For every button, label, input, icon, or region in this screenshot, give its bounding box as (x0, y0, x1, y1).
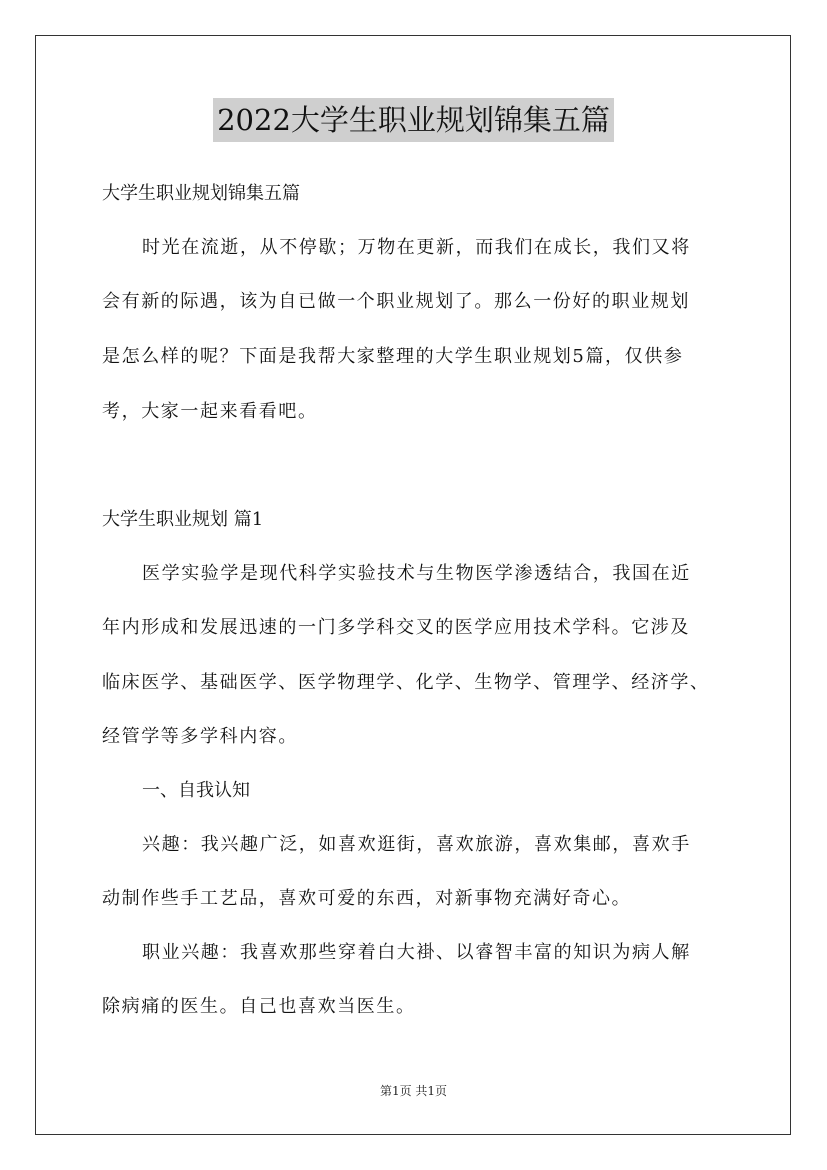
page-footer: 第1页 共1页 (379, 1084, 448, 1098)
section-heading: 大学生职业规划 篇1 (102, 509, 264, 530)
section-paragraph-line-2: 年内形成和发展迅速的一门多学科交叉的医学应用技术学科。它涉及 (102, 617, 690, 638)
self-awareness-heading: 一、自我认知 (142, 780, 250, 801)
section-paragraph-line-1: 医学实验学是现代科学实验技术与生物医学渗透结合，我国在近 (142, 563, 691, 584)
interest-line-1: 兴趣：我兴趣广泛，如喜欢逛街，喜欢旅游，喜欢集邮，喜欢手 (142, 834, 691, 855)
intro-line-3: 是怎么样的呢？下面是我帮大家整理的大学生职业规划5篇，仅供参 (102, 346, 684, 367)
intro-line-1: 时光在流逝，从不停歇；万物在更新，而我们在成长，我们又将 (142, 237, 691, 258)
document-title (0, 98, 827, 146)
career-interest-line-1: 职业兴趣：我喜欢那些穿着白大褂、以睿智丰富的知识为病人解 (142, 942, 691, 963)
intro-line-2: 会有新的际遇，该为自已做一个职业规划了。那么一份好的职业规划 (102, 291, 690, 312)
interest-line-2: 动制作些手工艺品，喜欢可爱的东西，对新事物充满好奇心。 (102, 888, 632, 909)
document-title-text: 2022大学生职业规划锦集五篇 (213, 98, 614, 142)
intro-line-4: 考，大家一起来看看吧。 (102, 401, 318, 422)
document-subtitle: 大学生职业规划锦集五篇 (102, 183, 300, 204)
section-paragraph-line-3: 临床医学、基础医学、医学物理学、化学、生物学、管理学、经济学、 (102, 672, 710, 693)
section-paragraph-line-4: 经管学等多学科内容。 (102, 726, 298, 747)
career-interest-line-2: 除病痛的医生。自己也喜欢当医生。 (102, 996, 416, 1017)
